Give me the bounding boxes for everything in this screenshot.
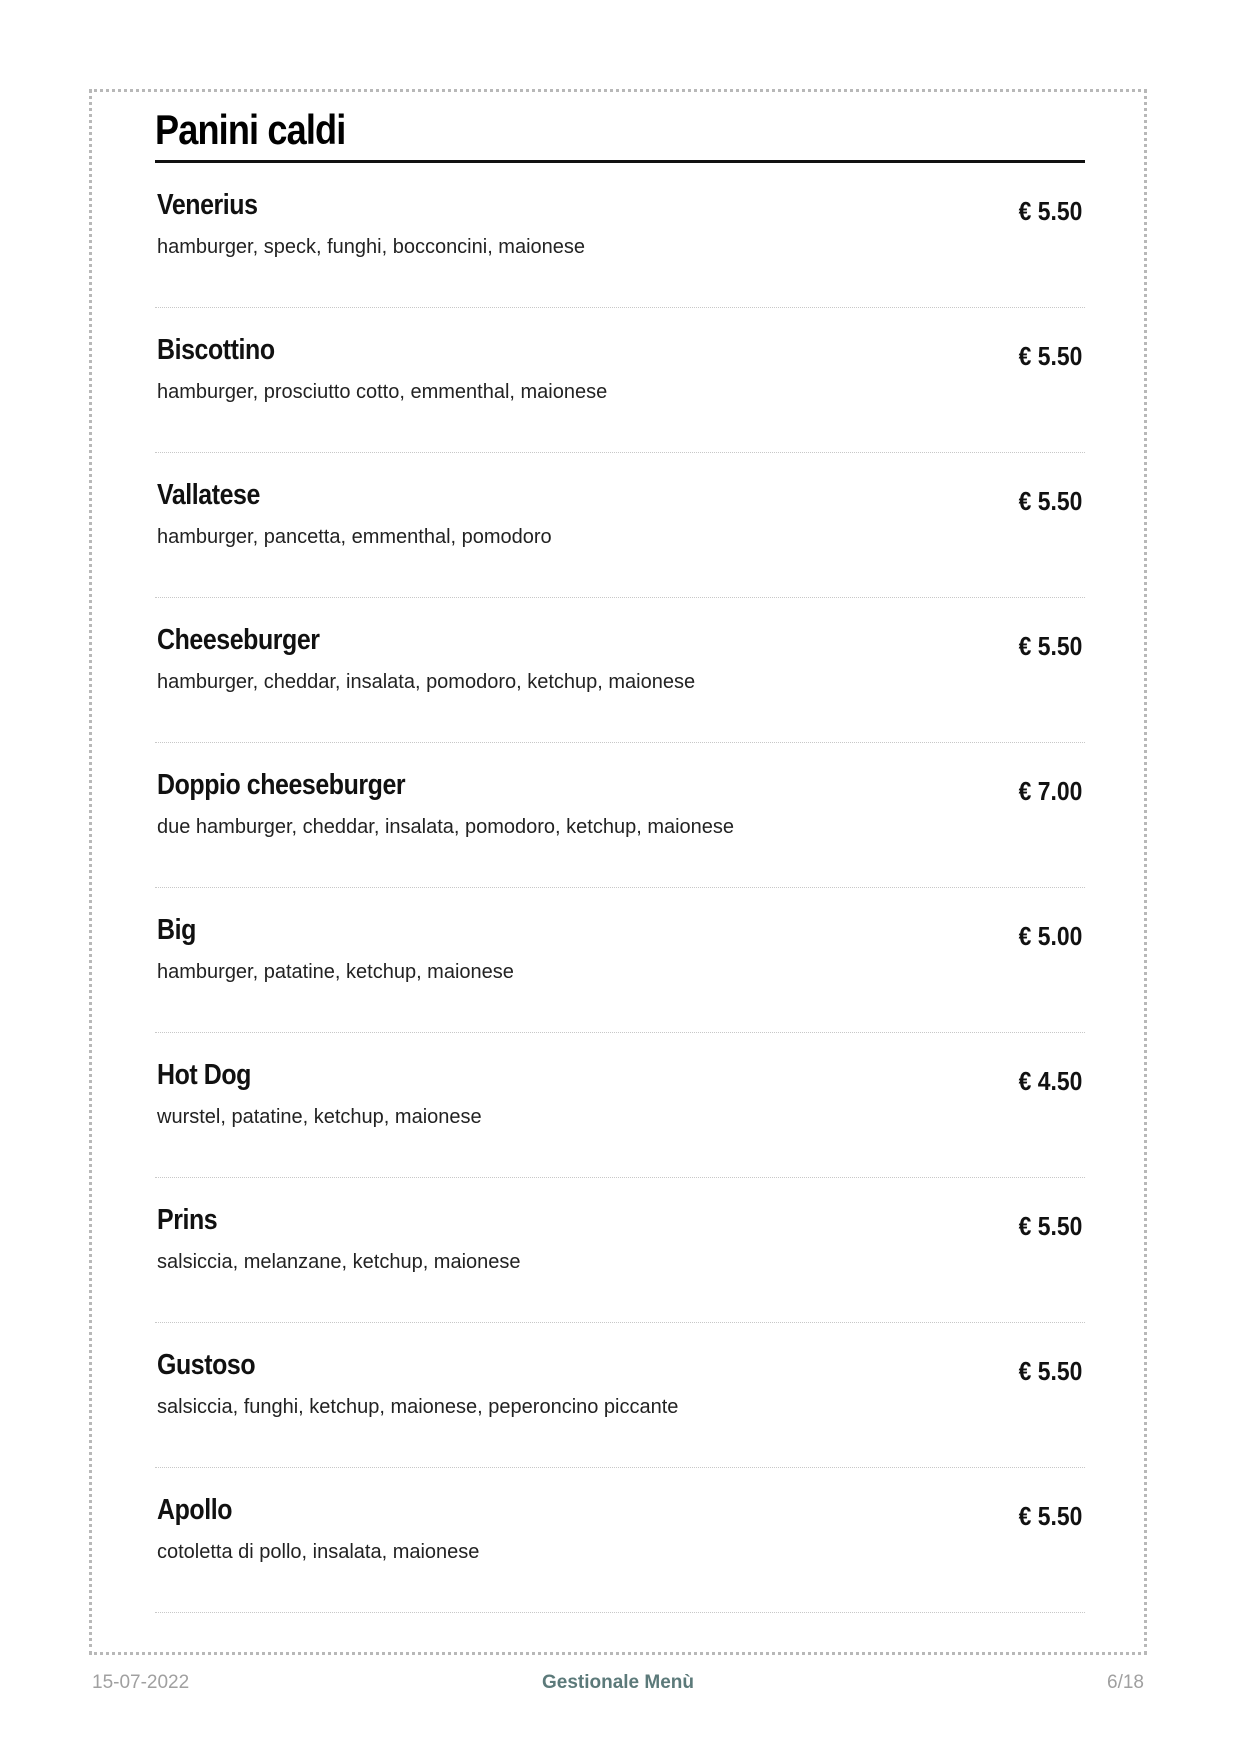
menu-item-name: Big xyxy=(157,914,196,946)
menu-item-description: due hamburger, cheddar, insalata, pomodoro, ketchup, maionese xyxy=(157,816,735,838)
menu-item-name: Vallatese xyxy=(157,479,260,511)
menu-item-price: € 5.50 xyxy=(1018,631,1082,661)
menu-item-name: Prins xyxy=(157,1204,218,1236)
menu-item-description: hamburger, speck, funghi, bocconcini, maionese xyxy=(157,236,586,258)
menu-item-list xyxy=(155,163,1085,1613)
menu-item-description: hamburger, cheddar, insalata, pomodoro, ketchup, maionese xyxy=(157,671,696,693)
menu-item-price: € 5.50 xyxy=(1018,341,1082,371)
menu-item-description: salsiccia, melanzane, ketchup, maionese xyxy=(157,1251,521,1273)
footer-page-number: 6/18 xyxy=(1107,1672,1144,1693)
section-title: Panini caldi xyxy=(155,106,346,153)
page-footer xyxy=(89,1668,1147,1698)
menu-item xyxy=(155,453,1085,598)
menu-item-price: € 5.50 xyxy=(1018,486,1082,516)
menu-item-price: € 5.50 xyxy=(1018,1211,1082,1241)
footer-date: 15-07-2022 xyxy=(92,1672,190,1693)
menu-item xyxy=(155,888,1085,1033)
menu-item xyxy=(155,1323,1085,1468)
menu-item-description: cotoletta di pollo, insalata, maionese xyxy=(157,1541,480,1563)
menu-item xyxy=(155,163,1085,308)
menu-item-price: € 5.50 xyxy=(1018,1356,1082,1386)
menu-item-description: hamburger, pancetta, emmenthal, pomodoro xyxy=(157,526,552,548)
menu-item-name: Hot Dog xyxy=(157,1059,251,1091)
menu-item-price: € 7.00 xyxy=(1018,776,1082,806)
menu-item-description: hamburger, prosciutto cotto, emmenthal, maionese xyxy=(157,381,608,403)
menu-item-name: Gustoso xyxy=(157,1349,256,1381)
menu-item xyxy=(155,308,1085,453)
menu-item-description: salsiccia, funghi, ketchup, maionese, peperoncino piccante xyxy=(157,1396,679,1418)
menu-item xyxy=(155,1178,1085,1323)
menu-item-price: € 5.00 xyxy=(1018,921,1082,951)
menu-item-name: Apollo xyxy=(157,1494,232,1526)
menu-item xyxy=(155,1033,1085,1178)
menu-item-name: Cheeseburger xyxy=(157,624,320,656)
menu-item-name: Doppio cheeseburger xyxy=(157,769,406,801)
menu-item xyxy=(155,743,1085,888)
menu-item xyxy=(155,1468,1085,1613)
menu-item xyxy=(155,598,1085,743)
menu-item-price: € 5.50 xyxy=(1018,1501,1082,1531)
menu-item-price: € 4.50 xyxy=(1018,1066,1082,1096)
menu-item-name: Venerius xyxy=(157,189,258,221)
menu-item-description: hamburger, patatine, ketchup, maionese xyxy=(157,961,514,983)
menu-item-name: Biscottino xyxy=(157,334,275,366)
menu-item-description: wurstel, patatine, ketchup, maionese xyxy=(157,1106,482,1128)
menu-item-price: € 5.50 xyxy=(1018,196,1082,226)
footer-app-name: Gestionale Menù xyxy=(541,1672,695,1693)
